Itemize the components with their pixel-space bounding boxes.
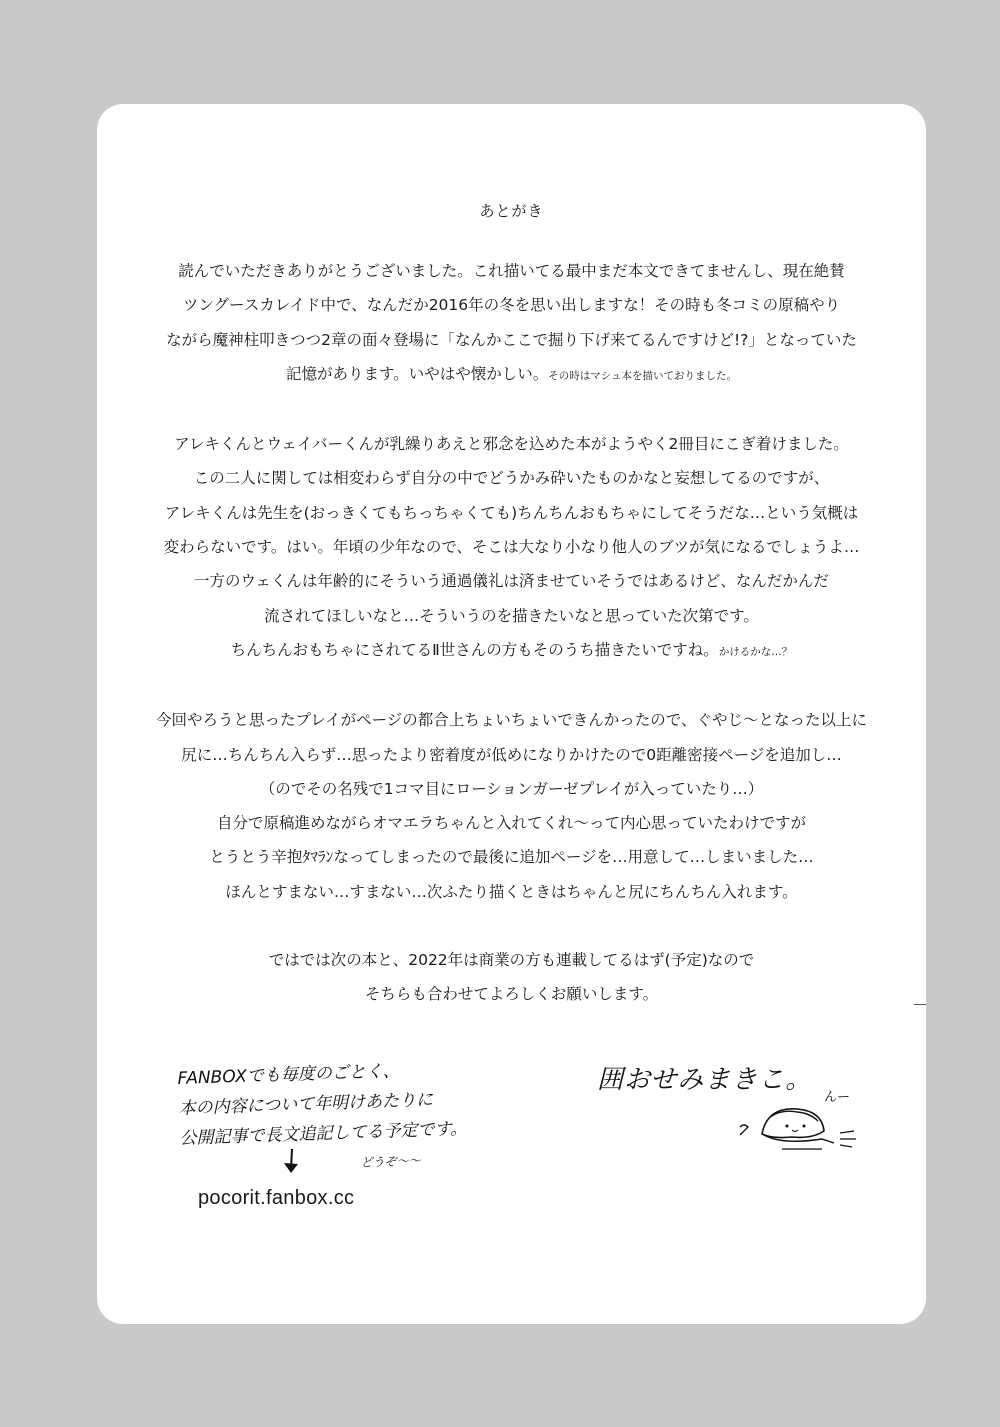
arrow-down-icon: [280, 1147, 304, 1177]
paragraph-2: [127, 427, 896, 669]
text-line: 一方のウェくんは年齢的にそういう通過儀礼は済ませていそうではあるけど、なんだかんだ: [194, 572, 829, 591]
text-main: ちんちんおもちゃにされてるⅡ世さんの方もそのうち描きたいですね。: [230, 640, 719, 659]
text-line: ほんとすまない…すまない…次ふたり描くときはちゃんと尻にちんちん入れます。: [225, 882, 798, 901]
text-line: 変わらないです。はい。年頃の少年なので、そこは大なり小なり他人のブツが気になるでしょうよ…: [163, 538, 860, 557]
afterword-body: [127, 254, 896, 1046]
paragraph-3: [127, 703, 896, 909]
text-aside: その時はマシュ本を描いておりました。: [548, 369, 738, 382]
text-aside: かけるかな…？: [718, 645, 793, 658]
note-line: 本の内容について年明けあたりに: [178, 1090, 434, 1119]
text-line: アレキくんとウェイバーくんが乳繰りあえと邪念を込めた本がようやく2冊目にこぎ着けました。: [174, 435, 849, 454]
note-line: どうぞ～～: [360, 1153, 421, 1170]
note-line: FANBOXでも毎度のごとく、: [177, 1061, 400, 1089]
margin-mark: [914, 1004, 926, 1005]
text-line: [127, 633, 896, 669]
doodle-sound-text: んー: [824, 1090, 851, 1105]
paragraph-4: [127, 943, 896, 1012]
text-line: 尻に…ちんちん入らず…思ったより密着度が低めになりかけたので0距離密接ページを追加し…: [181, 745, 842, 764]
text-line: そちらも合わせてよろしくお願いします。: [364, 985, 659, 1004]
text-line: 今回やろうと思ったプレイがページの都合上ちょいちょいできんかったので、ぐやじ～となった以上に: [156, 711, 867, 730]
author-signature: 囲おせみまきこ。: [597, 1065, 813, 1095]
text-line: 読んでいただきありがとうございました。これ描いてる最中まだ本文できてませんし、現在絶賛: [178, 262, 845, 280]
text-line: （のでその名残で1コマ目にローションガーゼプレイが入っていたり…）: [259, 779, 764, 798]
afterword-page: [97, 104, 926, 1324]
text-line: ツングースカレイド中で、なんだか2016年の冬を思い出しますな！その時も冬コミの原稿やり: [182, 296, 841, 315]
handwritten-fanbox-note: [177, 1054, 469, 1184]
text-line: ながら魔神柱叩きつつ2章の面々登場に「なんかここで掘り下げ来てるんですけど!?」となっていた: [166, 330, 857, 349]
fanbox-url: pocorit.fanbox.cc: [198, 1187, 355, 1209]
text-line: 流されてほしいなと…そういうのを描きたいなと思っていた次第です。: [264, 606, 759, 625]
text-line: この二人に関しては相変わらず自分の中でどうかみ砕いたものかなと妄想してるのですが、: [193, 469, 830, 488]
text-line: ではでは次の本と、2022年は商業の方も連載してるはず(予定)なので: [268, 951, 755, 970]
text-line: とうとう辛抱ﾀﾏﾗﾝなってしまったので最後に追加ページを…用意して…しまいました…: [209, 848, 814, 867]
text-line: アレキくんは先生を(おっきくてもちっちゃくても)ちんちんおもちゃにしてそうだな…という気概は: [164, 503, 859, 522]
page-title: あとがき: [479, 202, 544, 220]
text-line: [127, 357, 896, 393]
text-line: 自分で原稿進めながらオマエラちゃんと入れてくれ～って内心思っていたわけですが: [216, 814, 806, 833]
author-doodle-icon: [722, 1079, 872, 1169]
paragraph-1: [127, 254, 896, 393]
note-line: 公開記事で長文追記してる予定です。: [179, 1118, 468, 1149]
text-main: 記憶があります。いやはや懐かしい。: [285, 364, 549, 383]
